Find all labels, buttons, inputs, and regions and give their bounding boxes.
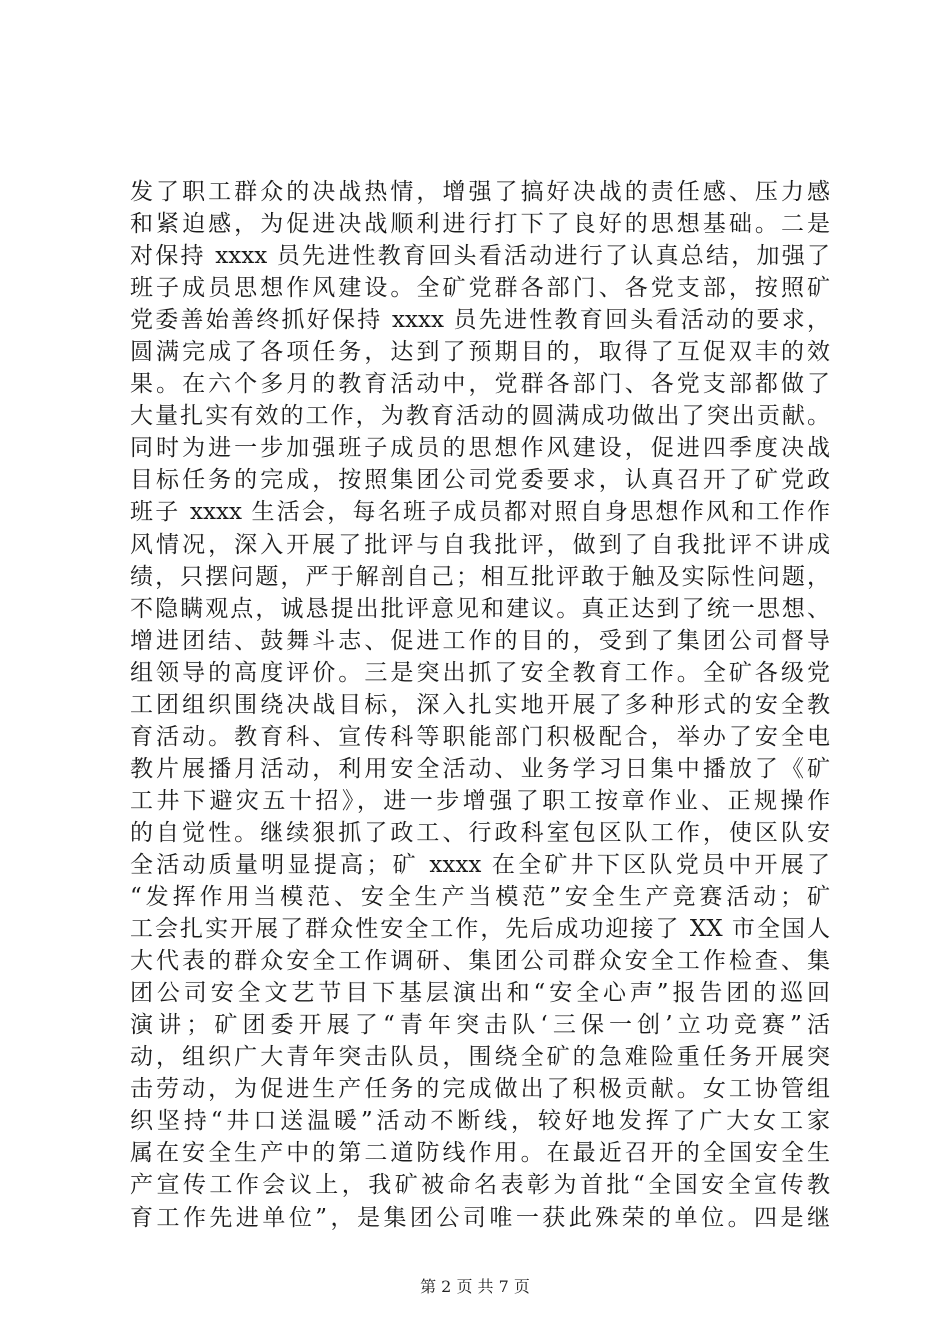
text-line: 和紧迫感，为促进决战顺利进行打下了良好的思想基础。二是 — [130, 211, 830, 238]
text-line: 全活动质量明显提高；矿 xxxx 在全矿井下区队党员中开展了 — [130, 851, 830, 878]
text-line: 属在安全生产中的第二道防线作用。在最近召开的全国安全生 — [130, 1140, 830, 1167]
text-line: 工井下避灾五十招》，进一步增强了职工按章作业、正规操作 — [130, 787, 830, 814]
text-line: 教片展播月活动，利用安全活动、业务学习日集中播放了《矿 — [130, 755, 830, 782]
text-line: 果。在六个多月的教育活动中，党群各部门、各党支部都做了 — [130, 371, 830, 398]
text-line: 班子 xxxx 生活会，每名班子成员都对照自身思想作风和工作作 — [130, 499, 830, 526]
text-line: 工团组织围绕决战目标，深入扎实地开展了多种形式的安全教 — [130, 691, 830, 718]
text-line: 育工作先进单位”，是集团公司唯一获此殊荣的单位。四是继 — [130, 1204, 830, 1231]
text-line: 增进团结、鼓舞斗志、促进工作的目的，受到了集团公司督导 — [130, 627, 830, 654]
text-line: 组领导的高度评价。三是突出抓了安全教育工作。全矿各级党 — [130, 659, 830, 686]
text-line: 班子成员思想作风建设。全矿党群各部门、各党支部，按照矿 — [130, 275, 830, 302]
text-line: 演讲；矿团委开展了“青年突击队‘三保一创’立功竞赛”活 — [130, 1012, 830, 1039]
text-line: 团公司安全文艺节目下基层演出和“安全心声”报告团的巡回 — [130, 980, 830, 1007]
text-line: 党委善始善终抓好保持 xxxx 员先进性教育回头看活动的要求， — [130, 307, 830, 334]
text-line: 大量扎实有效的工作，为教育活动的圆满成功做出了突出贡献。 — [130, 403, 830, 430]
text-line: 同时为进一步加强班子成员的思想作风建设，促进四季度决战 — [130, 435, 830, 462]
text-line: 产宣传工作会议上，我矿被命名表彰为首批“全国安全宣传教 — [130, 1172, 830, 1199]
text-line: 织坚持“井口送温暖”活动不断线，较好地发挥了广大女工家 — [130, 1108, 830, 1135]
page-footer: 第 2 页 共 7 页 — [420, 1277, 530, 1296]
text-line: 对保持 xxxx 员先进性教育回头看活动进行了认真总结，加强了 — [130, 243, 830, 270]
text-line: 不隐瞒观点，诚恳提出批评意见和建议。真正达到了统一思想、 — [130, 595, 830, 622]
text-line: 风情况，深入开展了批评与自我批评，做到了自我批评不讲成 — [130, 531, 830, 558]
text-line: 目标任务的完成，按照集团公司党委要求，认真召开了矿党政 — [130, 467, 830, 494]
body-text — [130, 176, 830, 1234]
text-line: 动，组织广大青年突击队员，围绕全矿的急难险重任务开展突 — [130, 1044, 830, 1071]
text-line: 绩，只摆问题，严于解剖自己；相互批评敢于触及实际性问题， — [130, 563, 830, 590]
text-line: 的自觉性。继续狠抓了政工、行政科室包区队工作，使区队安 — [130, 819, 830, 846]
text-line: 大代表的群众安全工作调研、集团公司群众安全工作检查、集 — [130, 948, 830, 975]
text-line: 工会扎实开展了群众性安全工作，先后成功迎接了 XX 市全国人 — [130, 916, 830, 943]
text-line: 击劳动，为促进生产任务的完成做出了积极贡献。女工协管组 — [130, 1076, 830, 1103]
text-line: 发了职工群众的决战热情，增强了搞好决战的责任感、压力感 — [130, 179, 830, 205]
text-line: 圆满完成了各项任务，达到了预期目的，取得了互促双丰的效 — [130, 339, 830, 366]
text-line: 育活动。教育科、宣传科等职能部门积极配合，举办了安全电 — [130, 723, 830, 750]
text-line: “发挥作用当模范、安全生产当模范”安全生产竞赛活动；矿 — [130, 884, 830, 911]
